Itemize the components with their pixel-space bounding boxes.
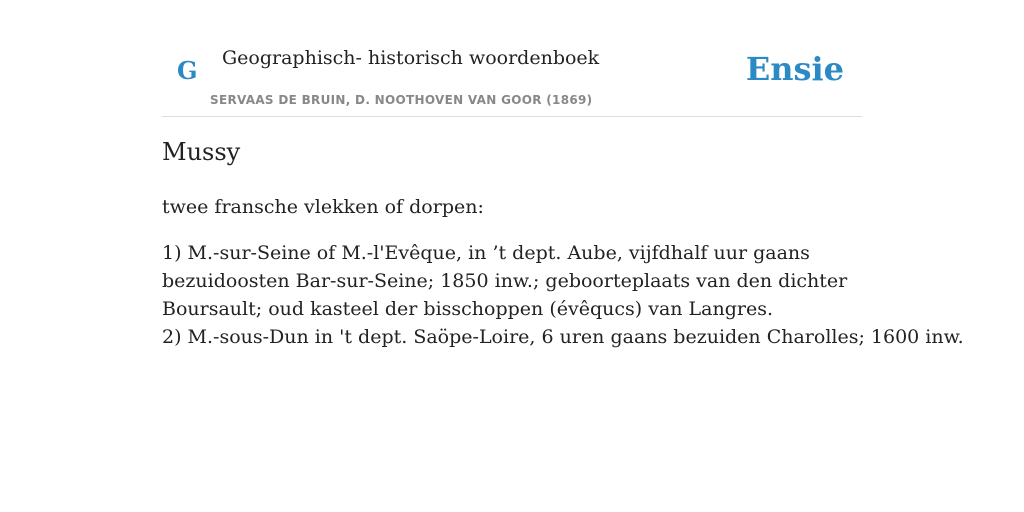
book-letter-icon: G [177, 56, 198, 85]
entry-title: Mussy [162, 138, 241, 166]
book-title-link[interactable]: Geographisch- historisch woordenboek [222, 47, 600, 69]
entry-body [162, 239, 964, 351]
ensie-logo[interactable]: Ensie [745, 50, 844, 88]
entry-item-2: 2) M.-sous-Dun in 't dept. Saöpe-Loire, 6 uren gaans bezuiden Charolles; 1600 inw. [162, 326, 964, 348]
book-author: SERVAAS DE BRUIN, D. NOOTHOVEN VAN GOOR (1869) [210, 93, 593, 107]
book-header [162, 40, 862, 117]
entry-intro: twee fransche vlekken of dorpen: [162, 196, 484, 218]
entry-item-1: 1) M.-sur-Seine of M.-l'Evêque, in ’t dept. Aube, vijfdhalf uur gaans bezuidoosten Bar-sur-Seine; 1850 inw.; geboorteplaats van den dichter Boursault; oud kasteel der bisschoppen (évêqucs) van Langres. [162, 242, 848, 320]
